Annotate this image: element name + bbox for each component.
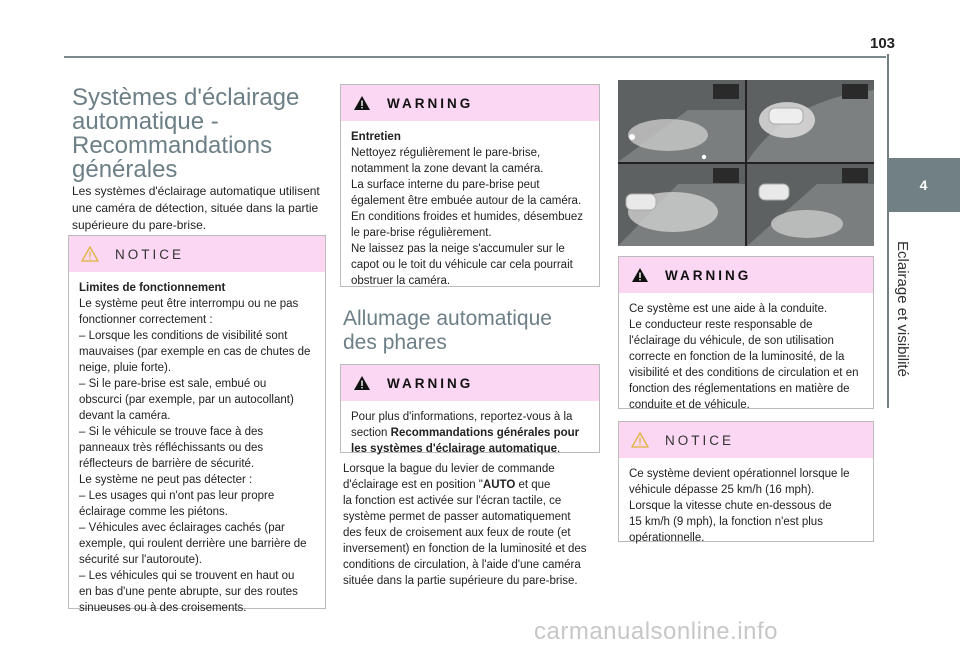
warning-label: WARNING bbox=[387, 375, 474, 391]
warning-triangle-icon bbox=[353, 95, 371, 111]
warning-label: WARNING bbox=[665, 267, 752, 283]
notice-header bbox=[69, 236, 325, 272]
warning-body bbox=[619, 293, 873, 421]
warning-header bbox=[341, 365, 599, 401]
section-intro: Les systèmes d'éclairage automatique utilisent une caméra de détection, située dans la partie supérieure du pare-brise. bbox=[72, 184, 320, 232]
warning-triangle-icon bbox=[631, 267, 649, 283]
header-rule bbox=[64, 56, 886, 58]
notice-heading: Limites de fonctionnement bbox=[79, 282, 226, 294]
illustration-panel bbox=[618, 80, 745, 162]
warning-triangle-icon bbox=[353, 375, 371, 391]
notice-triangle-icon bbox=[81, 246, 99, 262]
notice-box-speed bbox=[618, 421, 874, 542]
site-watermark: carmanualsonline.info bbox=[534, 618, 778, 645]
auto-headlamps-text: Lorsque la bague du levier de commande d'éclairage est en position "AUTO et que la fonction est activée sur l'écran tactile, ce système permet de passer automatiquement des feux de croisement aux feux de route (et inversement) en fonction de la luminosité et des conditions de circulation, à l'aide d'une caméra située dans la partie supérieure du pare-brise. bbox=[343, 463, 587, 587]
notice-label: NOTICE bbox=[115, 246, 185, 262]
warning-text: Nettoyez régulièrement le pare-brise, notamment la zone devant la caméra. La surface interne du pare-brise peut également être embuée autour de la caméra. En conditions froides et humides, désembuez le pare-brise régulièrement. Ne laissez pas la neige s'accumuler sur le capot ou le toit du véhicule car cela pourrait obstruer la caméra. bbox=[351, 147, 584, 287]
warning-text: Ce système est une aide à la conduite. Le conducteur reste responsable de l'éclairage du véhicule, de son utilisation correcte en fonction de la luminosité, de la visibilité et des conditions de circulation et en fonction des réglementations en matière de conduite et de véhicule. bbox=[629, 303, 859, 411]
warning-box-driver-aid bbox=[618, 256, 874, 409]
warning-header bbox=[341, 85, 599, 121]
warning-heading: Entretien bbox=[351, 131, 401, 143]
chapter-title: Eclairage et visibilité bbox=[894, 241, 911, 377]
illustration-panel bbox=[747, 80, 874, 162]
warning-label: WARNING bbox=[387, 95, 474, 111]
lamp-indicator-icon bbox=[842, 168, 868, 183]
warning-text: Pour plus d'informations, reportez-vous à la section Recommandations générales pour les systèmes d'éclairage automatique. bbox=[351, 411, 580, 455]
notice-text: Le système peut être interrompu ou ne pas fonctionner correctement : – Lorsque les conditions de visibilité sont mauvaises (par exemple en cas de chutes de neige, pluie forte). – Si le pare-brise est sale, embué ou obscurci (par exemple, par un autocollant) devant la caméra. – Si le véhicule se trouve face à des panneaux très réfléchissants ou des réflecteurs de barrière de sécurité. Le système ne peut pas détecter : – Les usages qui n'ont pas leur propre éclairage comme les piétons. – Véhicules avec éclairages cachés (par exemple, qui roulent derrière une barrière de sécurité sur l'autoroute). – Les véhicules qui se trouvent en haut ou en bas d'une pente abrupte, sur des routes sinueuses ou à des croisements. bbox=[79, 298, 311, 614]
section-title-general: Systèmes d'éclairage automatique - Recommandations générales bbox=[72, 84, 300, 183]
cross-reference[interactable]: les systèmes d'éclairage automatique bbox=[351, 443, 557, 455]
notice-triangle-icon bbox=[631, 432, 649, 448]
warning-box-reference bbox=[340, 364, 600, 453]
section-title-auto-headlamps: Allumage automatique des phares bbox=[343, 307, 552, 354]
lamp-indicator-icon bbox=[842, 84, 868, 99]
warning-body bbox=[341, 401, 599, 465]
notice-header bbox=[619, 422, 873, 458]
lamp-indicator-icon bbox=[713, 168, 739, 183]
illustration-panel bbox=[618, 164, 745, 246]
page-number: 103 bbox=[870, 35, 896, 52]
lamp-indicator-icon bbox=[713, 84, 739, 99]
warning-body bbox=[341, 121, 599, 297]
headlamp-illustration bbox=[618, 80, 874, 246]
warning-box-maintenance bbox=[340, 84, 600, 287]
notice-text: Ce système devient opérationnel lorsque le véhicule dépasse 25 km/h (16 mph). Lorsque la vitesse chute en-dessous de 15 km/h (9 mph), la fonction n'est plus opérationnelle. bbox=[629, 468, 850, 544]
illustration-panel bbox=[747, 164, 874, 246]
cross-reference[interactable]: Recommandations générales pour bbox=[390, 427, 580, 439]
notice-box-limits bbox=[68, 235, 326, 614]
warning-header bbox=[619, 257, 873, 293]
chapter-tab[interactable]: 4 bbox=[887, 158, 960, 212]
notice-body bbox=[69, 272, 325, 624]
notice-label: NOTICE bbox=[665, 432, 735, 448]
chapter-title-wrap bbox=[887, 214, 917, 404]
notice-body bbox=[619, 458, 873, 554]
